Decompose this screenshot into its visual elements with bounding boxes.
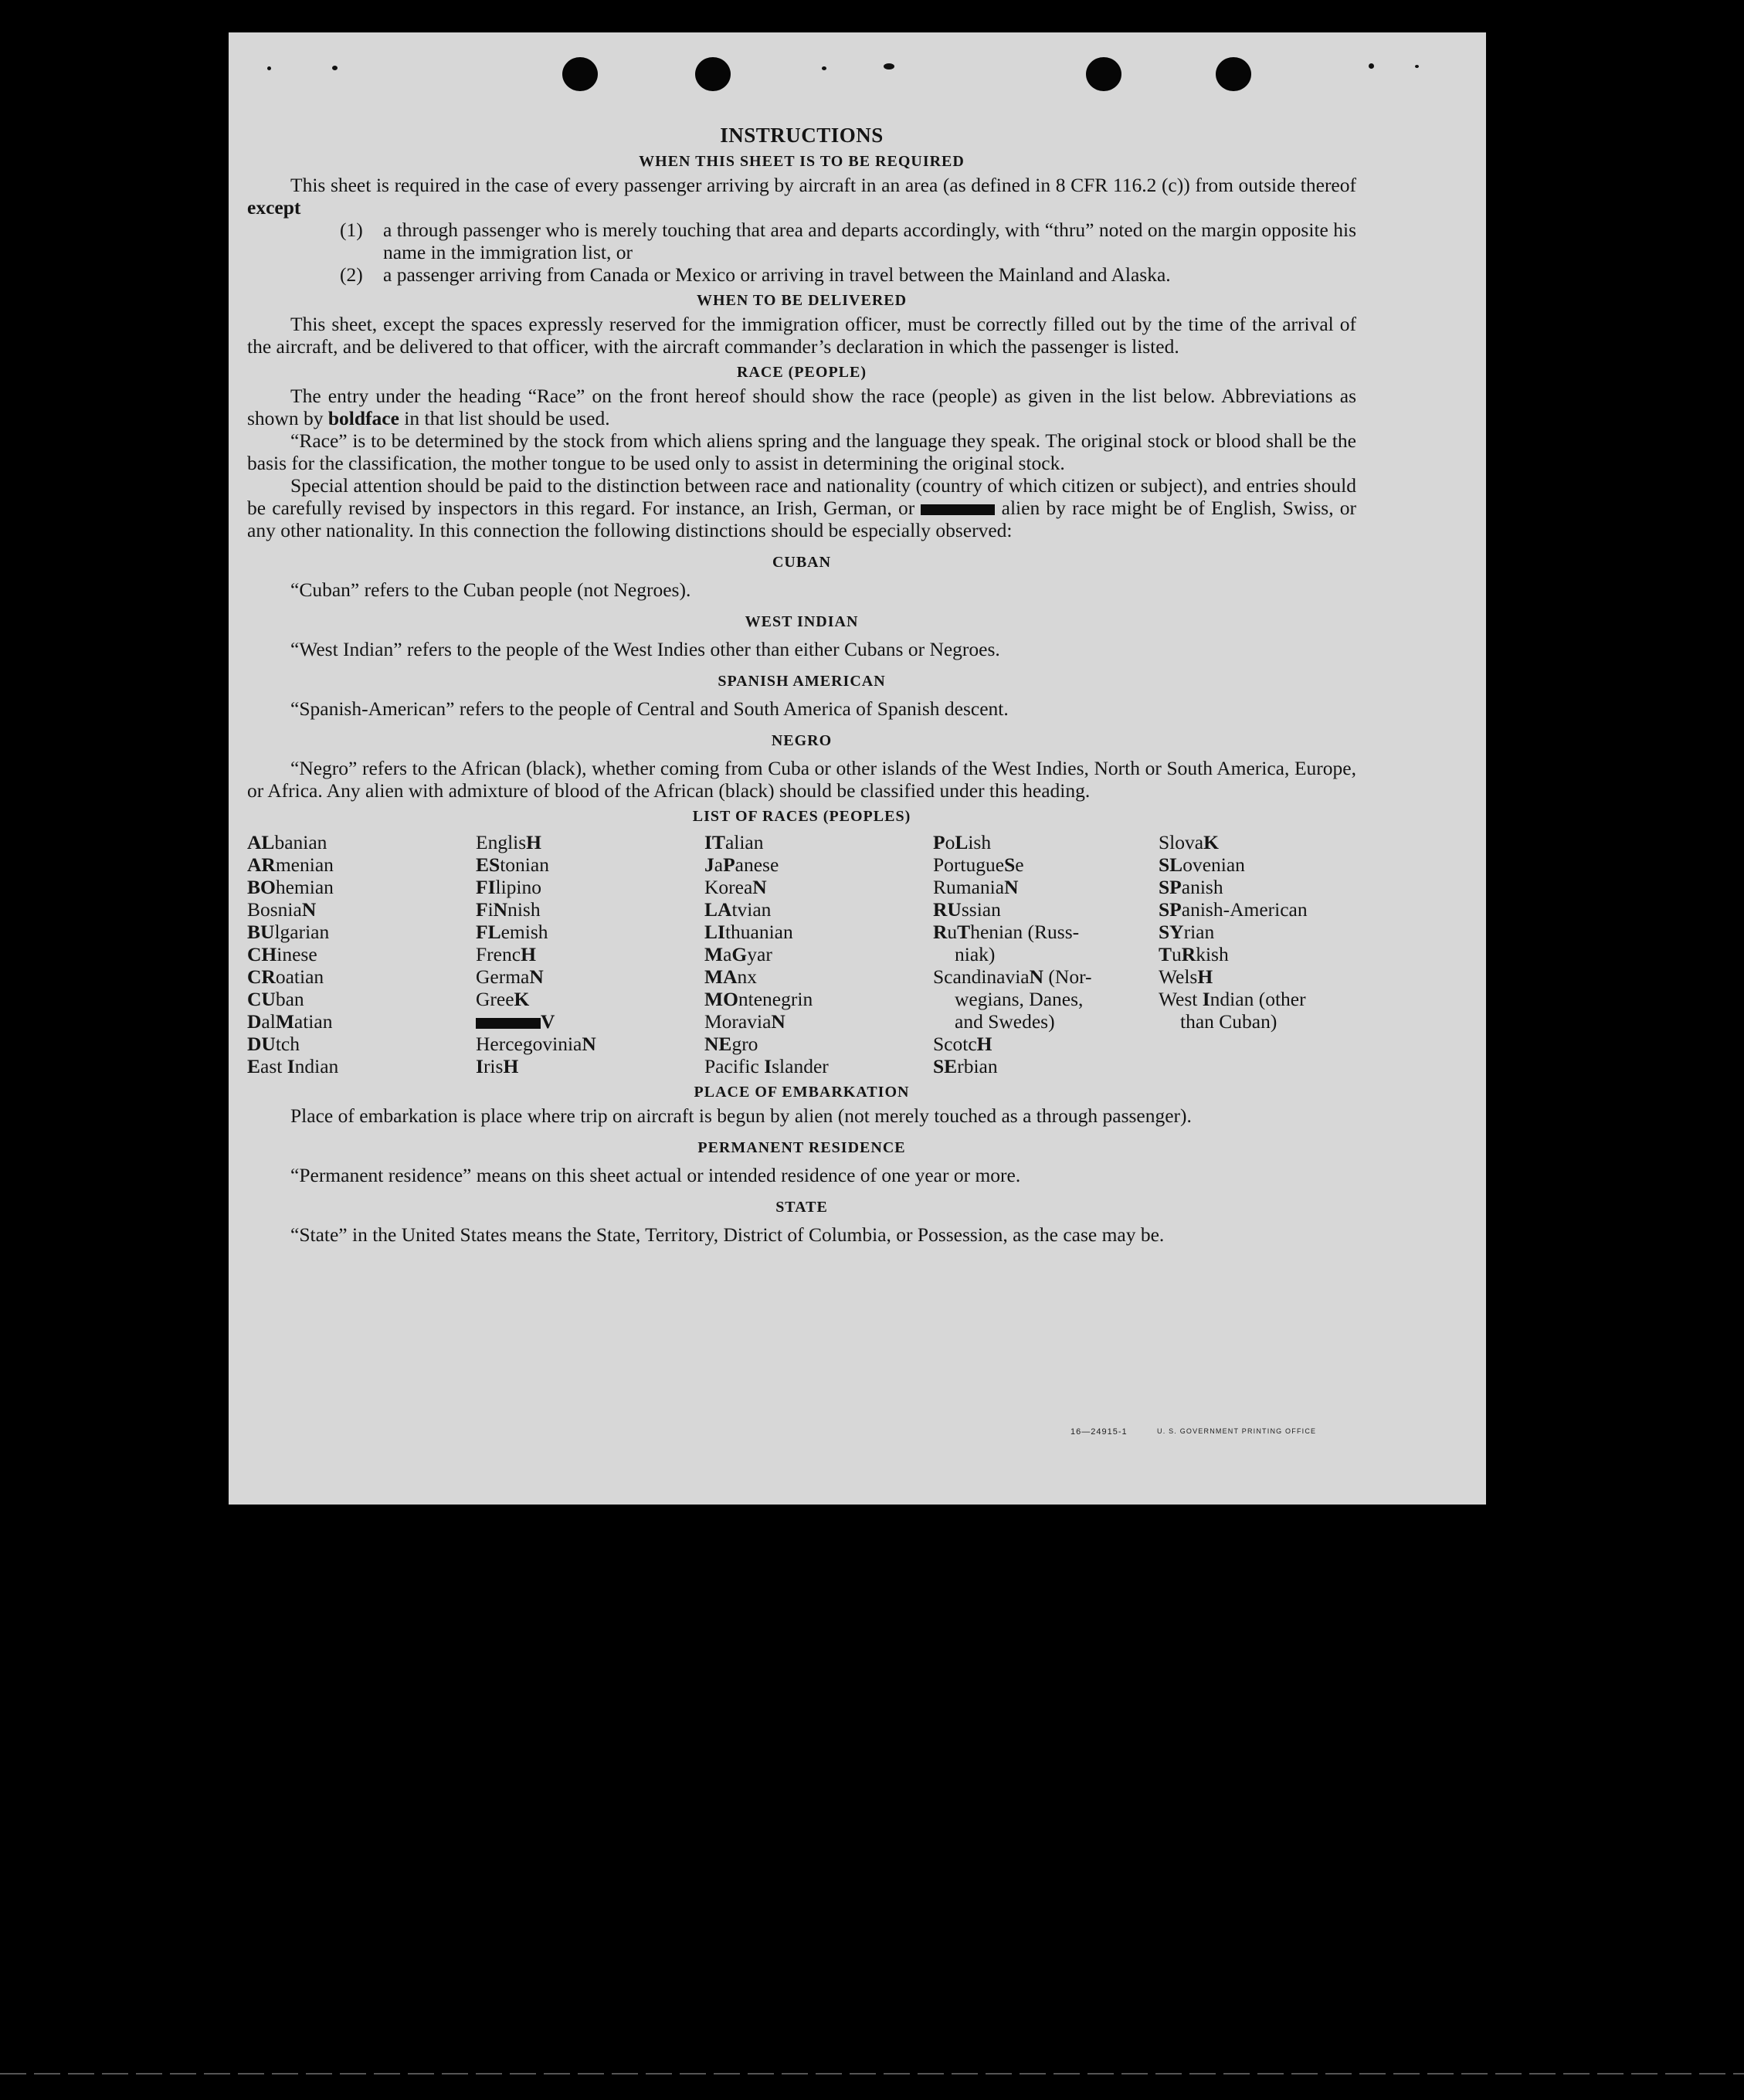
permanent-residence-text: “Permanent residence” means on this sheet actual or intended residence of one year or more. [290,1164,1021,1186]
race-entry: GreeK [476,988,530,1010]
section-heading-permanent-residence: PERMANENT RESIDENCE [697,1139,906,1156]
race-entry: CRoatian [247,965,324,988]
spanish-american-text: “Spanish-American” refers to the people of Central and South America of Spanish descent. [290,697,1009,720]
race-entry: EStonian [476,853,549,876]
race-entry: BosniaN [247,898,317,921]
race-entry: MaGyar [704,943,772,965]
race-entry: ScotcH [933,1033,992,1055]
section-heading-spanish-american: SPANISH AMERICAN [718,673,886,690]
races-column [476,831,704,1077]
race-entry: RUssian [933,898,1001,921]
race-entry: RuThenian (Russ- [933,921,1080,943]
instruction-sheet [229,32,1486,1505]
race-entry: WelsH [1159,965,1213,988]
race-entry: LIthuanian [704,921,793,943]
form-number: 16—24915-1 [1070,1427,1128,1437]
section-heading-when-delivered: WHEN TO BE DELIVERED [696,292,908,309]
race-entry: than Cuban) [1180,1010,1277,1033]
race-entry: FIlipino [476,876,542,898]
race-entry: SPanish-American [1159,898,1308,921]
race-entry: CUban [247,988,304,1010]
race-entry: MAnx [704,965,757,988]
section-heading-list-of-races: LIST OF RACES (PEOPLES) [692,808,911,825]
race-entry: wegians, Danes, [955,988,1084,1010]
speck [884,63,894,70]
section-heading-when-required: WHEN THIS SHEET IS TO BE REQUIRED [639,153,965,170]
scan-edge-line [0,2073,1744,2075]
negro-text: “Negro” refers to the African (black), whether coming from Cuba or other islands of the West Indies, North or South America, Europe, or Africa. Any alien with admixture of blood of the African (black) should be classified under this heading. [247,757,1356,802]
race-entry: EnglisH [476,831,542,853]
races-list [247,831,1356,1077]
race-entry: ALbanian [247,831,327,853]
race-entry: SlovaK [1159,831,1219,853]
race-entry: BOhemian [247,876,334,898]
punch-hole [1086,57,1121,91]
race-entry: FiNnish [476,898,541,921]
speck [1415,65,1419,68]
when-delivered-text: This sheet, except the spaces expressly reserved for the immigration officer, must be correctly filled out by the time of the arrival of the aircraft, and be delivered to that officer, with the aircraft commander’s declaration in which the passenger is listed. [247,313,1356,358]
race-entry: East Indian [247,1055,339,1077]
race-entry: BUlgarian [247,921,330,943]
race-entry: SErbian [933,1055,998,1077]
race-entry: DUtch [247,1033,300,1055]
section-heading-negro: NEGRO [771,732,833,749]
punch-hole [1216,57,1251,91]
place-of-embarkation-text: Place of embarkation is place where trip on aircraft is begun by alien (not merely touched as a through passenger). [290,1104,1192,1127]
races-column [1159,831,1356,1077]
printer-imprint: U. S. GOVERNMENT PRINTING OFFICE [1157,1427,1317,1435]
race-entry: SLovenian [1159,853,1245,876]
race-entry: LAtvian [704,898,772,921]
race-entry: IrisH [476,1055,519,1077]
race-entry: SPanish [1159,876,1223,898]
redaction-mark [476,1018,541,1029]
when-required-intro: This sheet is required in the case of every passenger arriving by aircraft in an area (as defined in 8 CFR 116.2 (c)) from outside thereof except [247,174,1356,219]
race-entry: West Indian (other [1159,988,1306,1010]
races-column [247,831,476,1077]
punch-hole [562,57,598,91]
cuban-text: “Cuban” refers to the Cuban people (not Negroes). [290,578,691,601]
speck [1369,63,1374,69]
race-entry: ITalian [704,831,764,853]
section-heading-cuban: CUBAN [772,554,832,571]
race-entry: CHinese [247,943,317,965]
punch-hole [695,57,731,91]
races-column [933,831,1159,1077]
race-entry: FrencH [476,943,536,965]
race-entry: TuRkish [1159,943,1229,965]
race-entry: niak) [955,943,996,965]
section-heading-place-of-embarkation: PLACE OF EMBARKATION [694,1084,910,1101]
race-entry: ARmenian [247,853,334,876]
race-entry: PortugueSe [933,853,1024,876]
race-entry: MoraviaN [704,1010,785,1033]
race-entry: FLemish [476,921,548,943]
race-entry: JaPanese [704,853,779,876]
page-title: INSTRUCTIONS [720,124,884,147]
exception-item: (2) a passenger arriving from Canada or Mexico or arriving in travel between the Mainland and Alaska. [340,263,1171,286]
race-entry: V [476,1010,704,1033]
section-heading-race: RACE (PEOPLE) [737,364,867,381]
race-entry: SYrian [1159,921,1215,943]
race-paragraph-3: Special attention should be paid to the distinction between race and nationality (country of which citizen or subject), and entries should be carefully revised by inspectors in this regard. For instance, an Irish, German, or alien by race might be of English, Swiss, or any other nationality. In this connection the following distinctions should be especially observed: [247,474,1357,541]
exception-item: (1) a through passenger who is merely touching that area and departs accordingly, with “thru” noted on the margin opposite his name in the immigration list, or [340,219,1356,263]
race-entry: and Swedes) [955,1010,1055,1033]
race-entry: NEgro [704,1033,758,1055]
race-entry: RumaniaN [933,876,1019,898]
race-entry: DalMatian [247,1010,333,1033]
speck [332,66,338,70]
races-column [704,831,933,1077]
race-paragraph-2: “Race” is to be determined by the stock from which aliens spring and the language they speak. The original stock or blood shall be the basis for the classification, the mother tongue to be used only to assist in determining the original stock. [247,429,1356,474]
race-entry: PoLish [933,831,992,853]
race-entry: MOntenegrin [704,988,813,1010]
redaction-mark [921,504,995,515]
race-entry: HercegoviniaN [476,1033,596,1055]
instructions-content [247,124,1356,1246]
state-text: “State” in the United States means the State, Territory, District of Columbia, or Possession, as the case may be. [290,1223,1165,1246]
speck [822,66,826,70]
section-heading-state: STATE [775,1199,828,1216]
speck [267,66,271,70]
race-entry: KoreaN [704,876,767,898]
section-heading-west-indian: WEST INDIAN [745,613,859,630]
west-indian-text: “West Indian” refers to the people of the West Indies other than either Cubans or Negroes. [290,638,1000,660]
race-entry: GermaN [476,965,544,988]
race-paragraph-1: The entry under the heading “Race” on the front hereof should show the race (people) as given in the list below. Abbreviations as shown by boldface in that list should be used. [247,385,1356,429]
race-entry: Pacific Islander [704,1055,829,1077]
race-entry: ScandinaviaN (Nor- [933,965,1092,988]
